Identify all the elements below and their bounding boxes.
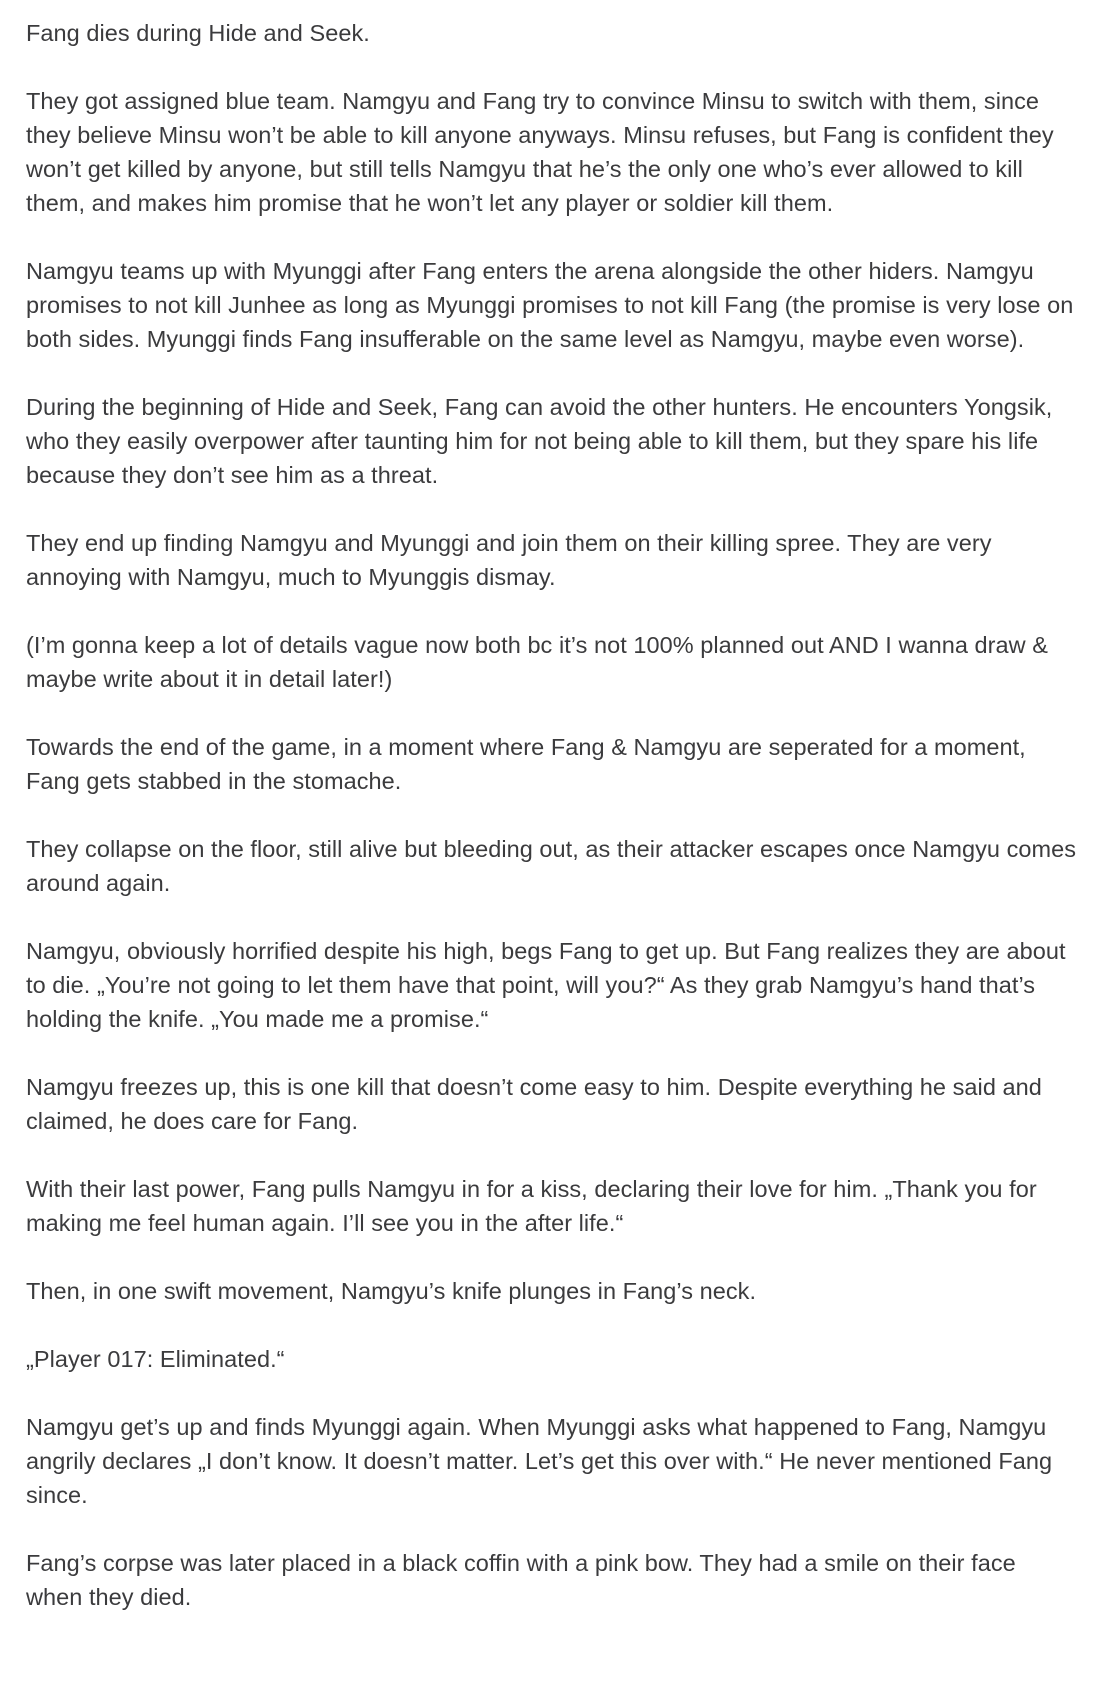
note-paragraph-13: „Player 017: Eliminated.“	[26, 1346, 285, 1372]
note-paragraph-3: Namgyu teams up with Myunggi after Fang enters the arena alongside the other hiders. Namgyu promises to not kill Junhee as long as Myunggi promises to not kill Fang (the promise is very lose on both sides. Myunggi finds Fang insufferable on the same level as Namgyu, maybe even worse).	[26, 258, 1080, 352]
note-paragraph-6: (I’m gonna keep a lot of details vague now both bc it’s not 100% planned out AND I wanna draw & maybe write about it in detail later!)	[26, 632, 1055, 692]
note-paragraph-11: With their last power, Fang pulls Namgyu in for a kiss, declaring their love for him. „Thank you for making me feel human again. I’ll see you in the after life.“	[26, 1176, 1044, 1236]
note-paragraph-14: Namgyu get’s up and finds Myunggi again. When Myunggi asks what happened to Fang, Namgyu angrily declares „I don’t know. It doesn’t matter. Let’s get this over with.“ He never mentioned Fang since.	[26, 1414, 1059, 1508]
note-paragraph-4: During the beginning of Hide and Seek, Fang can avoid the other hunters. He encounters Yongsik, who they easily overpower after taunting him for not being able to kill them, but they spare his life because they don’t see him as a threat.	[26, 394, 1059, 488]
note-paragraph-9: Namgyu, obviously horrified despite his high, begs Fang to get up. But Fang realizes they are about to die. „You’re not going to let them have that point, will you?“ As they grab Namgyu’s hand that’s holding the knife. „You made me a promise.“	[26, 938, 1073, 1032]
note-paragraph-7: Towards the end of the game, in a moment where Fang & Namgyu are seperated for a moment, Fang gets stabbed in the stomache.	[26, 734, 1033, 794]
note-paragraph-12: Then, in one swift movement, Namgyu’s knife plunges in Fang’s neck.	[26, 1278, 757, 1304]
note-paragraph-15: Fang’s corpse was later placed in a black coffin with a pink bow. They had a smile on their face when they died.	[26, 1550, 1023, 1610]
note-paragraph-10: Namgyu freezes up, this is one kill that doesn’t come easy to him. Despite everything he said and claimed, he does care for Fang.	[26, 1074, 1049, 1134]
note-paragraph-2: They got assigned blue team. Namgyu and Fang try to convince Minsu to switch with them, since they believe Minsu won’t be able to kill anyone anyways. Minsu refuses, but Fang is confident they won’t get killed by anyone, but still tells Namgyu that he’s the only one who’s ever allowed to kill them, and makes him promise that he won’t let any player or soldier kill them.	[26, 88, 1061, 216]
note-paragraph-5: They end up finding Namgyu and Myunggi and join them on their killing spree. They are very annoying with Namgyu, much to Myunggis dismay.	[26, 530, 999, 590]
note-paragraph-1: Fang dies during Hide and Seek.	[26, 20, 370, 46]
note-paragraph-8: They collapse on the floor, still alive but bleeding out, as their attacker escapes once Namgyu comes around again.	[26, 836, 1083, 896]
